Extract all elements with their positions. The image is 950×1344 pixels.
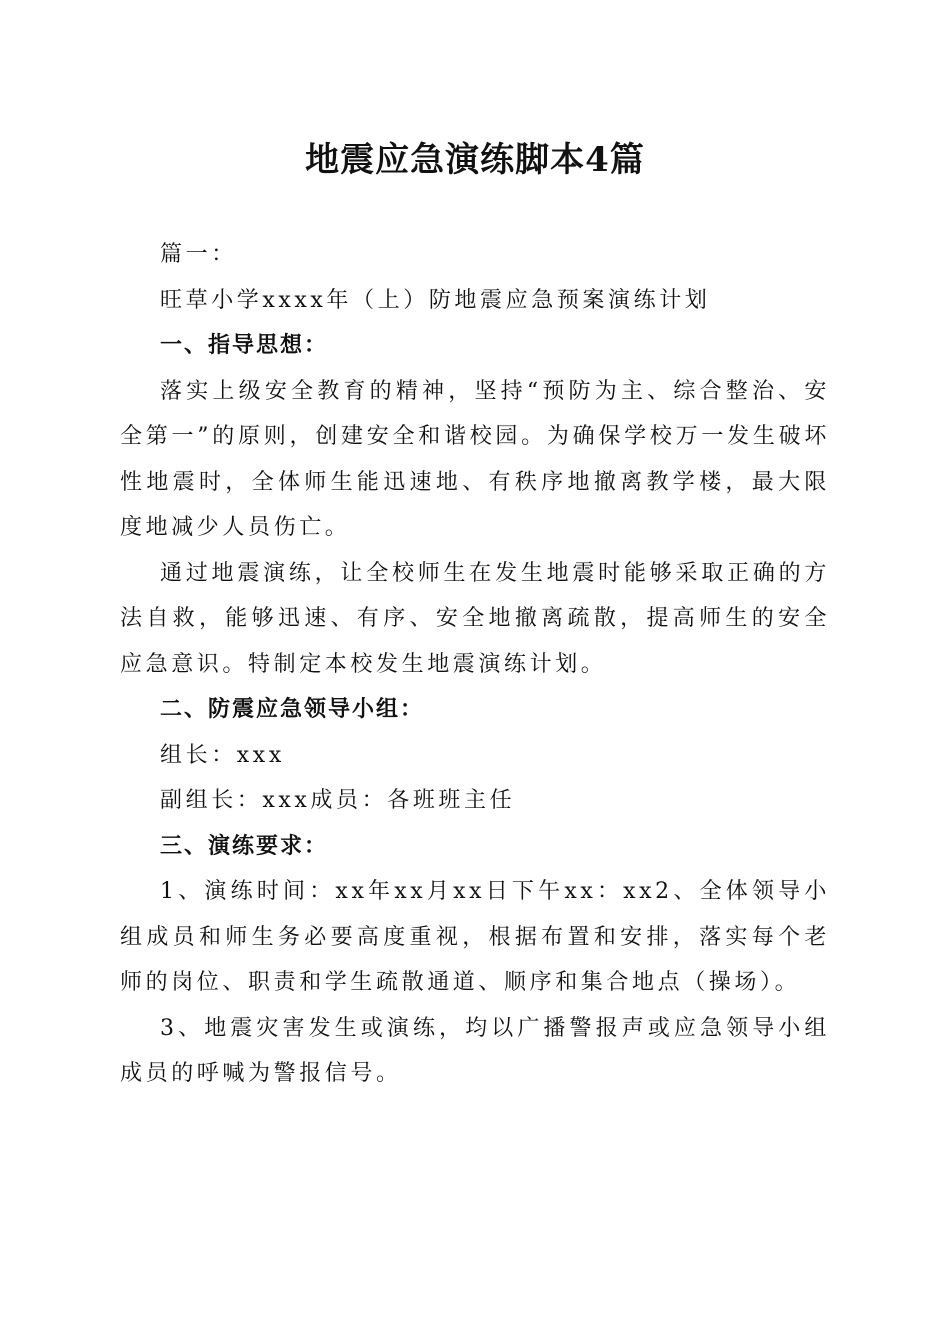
paragraph-requirement-3: 3、地震灾害发生或演练，均以广播警报声或应急领导小组成员的呼喊为警报信号。 bbox=[120, 1015, 830, 1086]
document-title: 地震应急演练脚本4篇 bbox=[305, 140, 645, 180]
heading-drill-requirements: 三、演练要求： bbox=[160, 833, 329, 859]
heading-leadership-group: 二、防震应急领导小组： bbox=[160, 697, 425, 722]
document-body bbox=[120, 232, 830, 1097]
paragraph-group-leader: 组长：xxx bbox=[160, 742, 285, 768]
paragraph-ideology-1: 落实上级安全教育的精神，坚持“预防为主、综合整治、安全第一”的原则，创建安全和谐校园。为确保学校万一发生破坏性地震时，全体师生能迅速地、有秩序地撤离教学楼，最大限度地减少人员伤亡。 bbox=[120, 378, 830, 540]
paragraph-deputy-leader: 副组长：xxx成员：各班班主任 bbox=[160, 788, 516, 813]
paragraph-plan-title: 旺草小学xxxx年（上）防地震应急预案演练计划 bbox=[160, 287, 711, 313]
paragraph-requirement-1-2: 1、演练时间：xx年xx月xx日下午xx：xx2、全体领导小组成员和师生务必要高度重视，根据布置和安排，落实每个老师的岗位、职责和学生疏散通道、顺序和集合地点（操场）。 bbox=[120, 879, 830, 995]
paragraph-section-label: 篇一： bbox=[160, 242, 237, 267]
paragraph-ideology-2: 通过地震演练，让全校师生在发生地震时能够采取正确的方法自救，能够迅速、有序、安全地撤离疏散，提高师生的安全应急意识。特制定本校发生地震演练计划。 bbox=[120, 560, 830, 677]
heading-guiding-ideology: 一、指导思想： bbox=[160, 333, 329, 358]
